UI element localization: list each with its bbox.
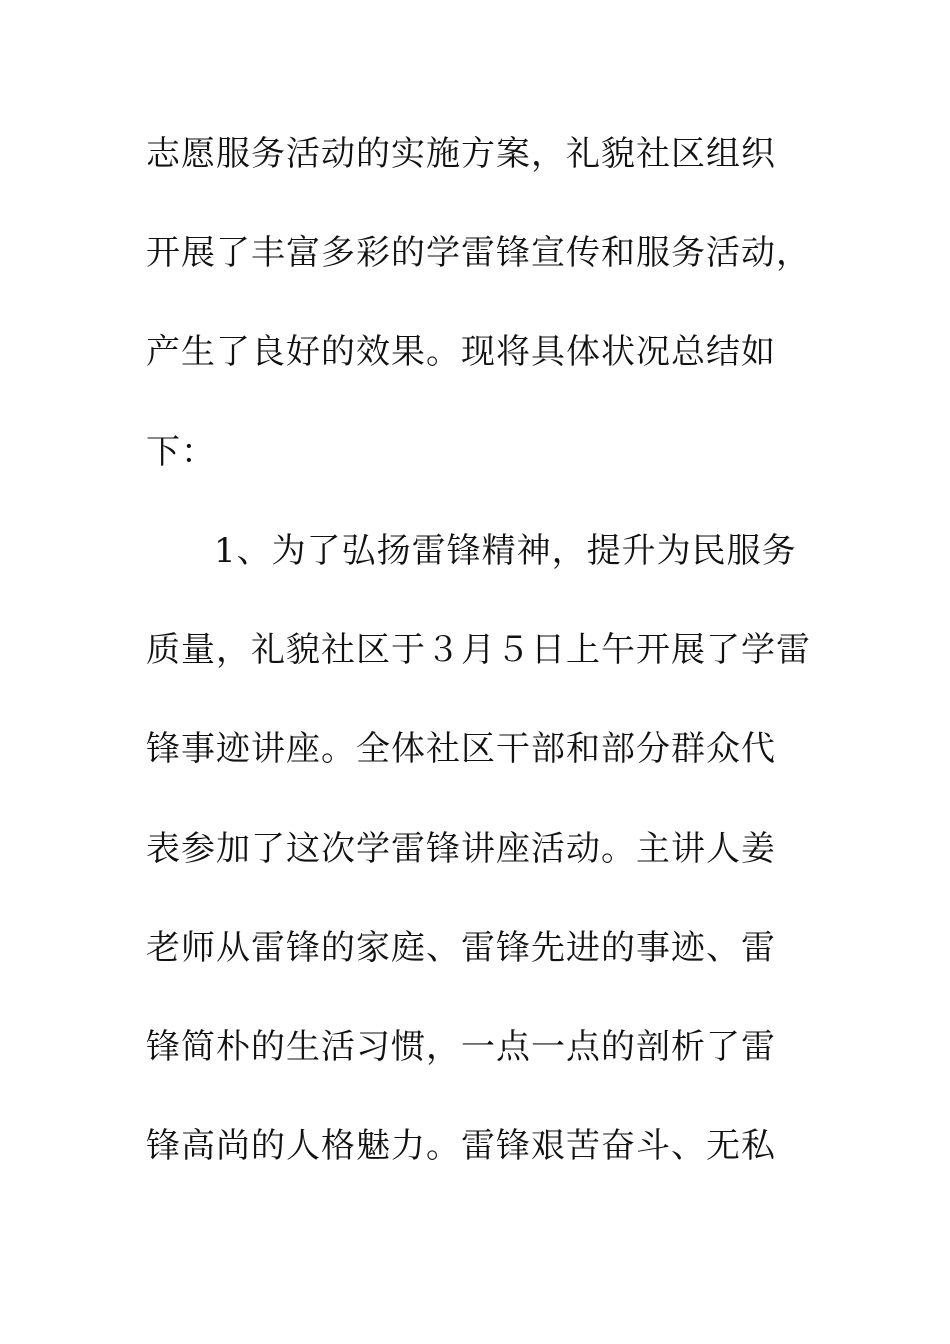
text-line-2: 开展了丰富多彩的学雷锋宣传和服务活动， (146, 233, 811, 273)
text-line-4: 下： (146, 432, 216, 472)
text-line-7: 锋事迹讲座。全体社区干部和部分群众代 (146, 729, 776, 769)
text-line-10: 锋简朴的生活习惯，一点一点的剖析了雷 (146, 1027, 776, 1067)
text-line-3: 产生了良好的效果。现将具体状况总结如 (146, 332, 776, 372)
text-line-9: 老师从雷锋的家庭、雷锋先进的事迹、雷 (146, 928, 776, 968)
paragraph-1-first-line: 1、为了弘扬雷锋精神，提升为民服务 (214, 531, 797, 571)
text-line-1: 志愿服务活动的实施方案，礼貌社区组织 (146, 134, 776, 174)
text-line-11: 锋高尚的人格魅力。雷锋艰苦奋斗、无私 (146, 1126, 776, 1166)
text-line-6: 质量，礼貌社区于３月５日上午开展了学雷 (146, 630, 811, 670)
text-line-8: 表参加了这次学雷锋讲座活动。主讲人姜 (146, 829, 776, 869)
